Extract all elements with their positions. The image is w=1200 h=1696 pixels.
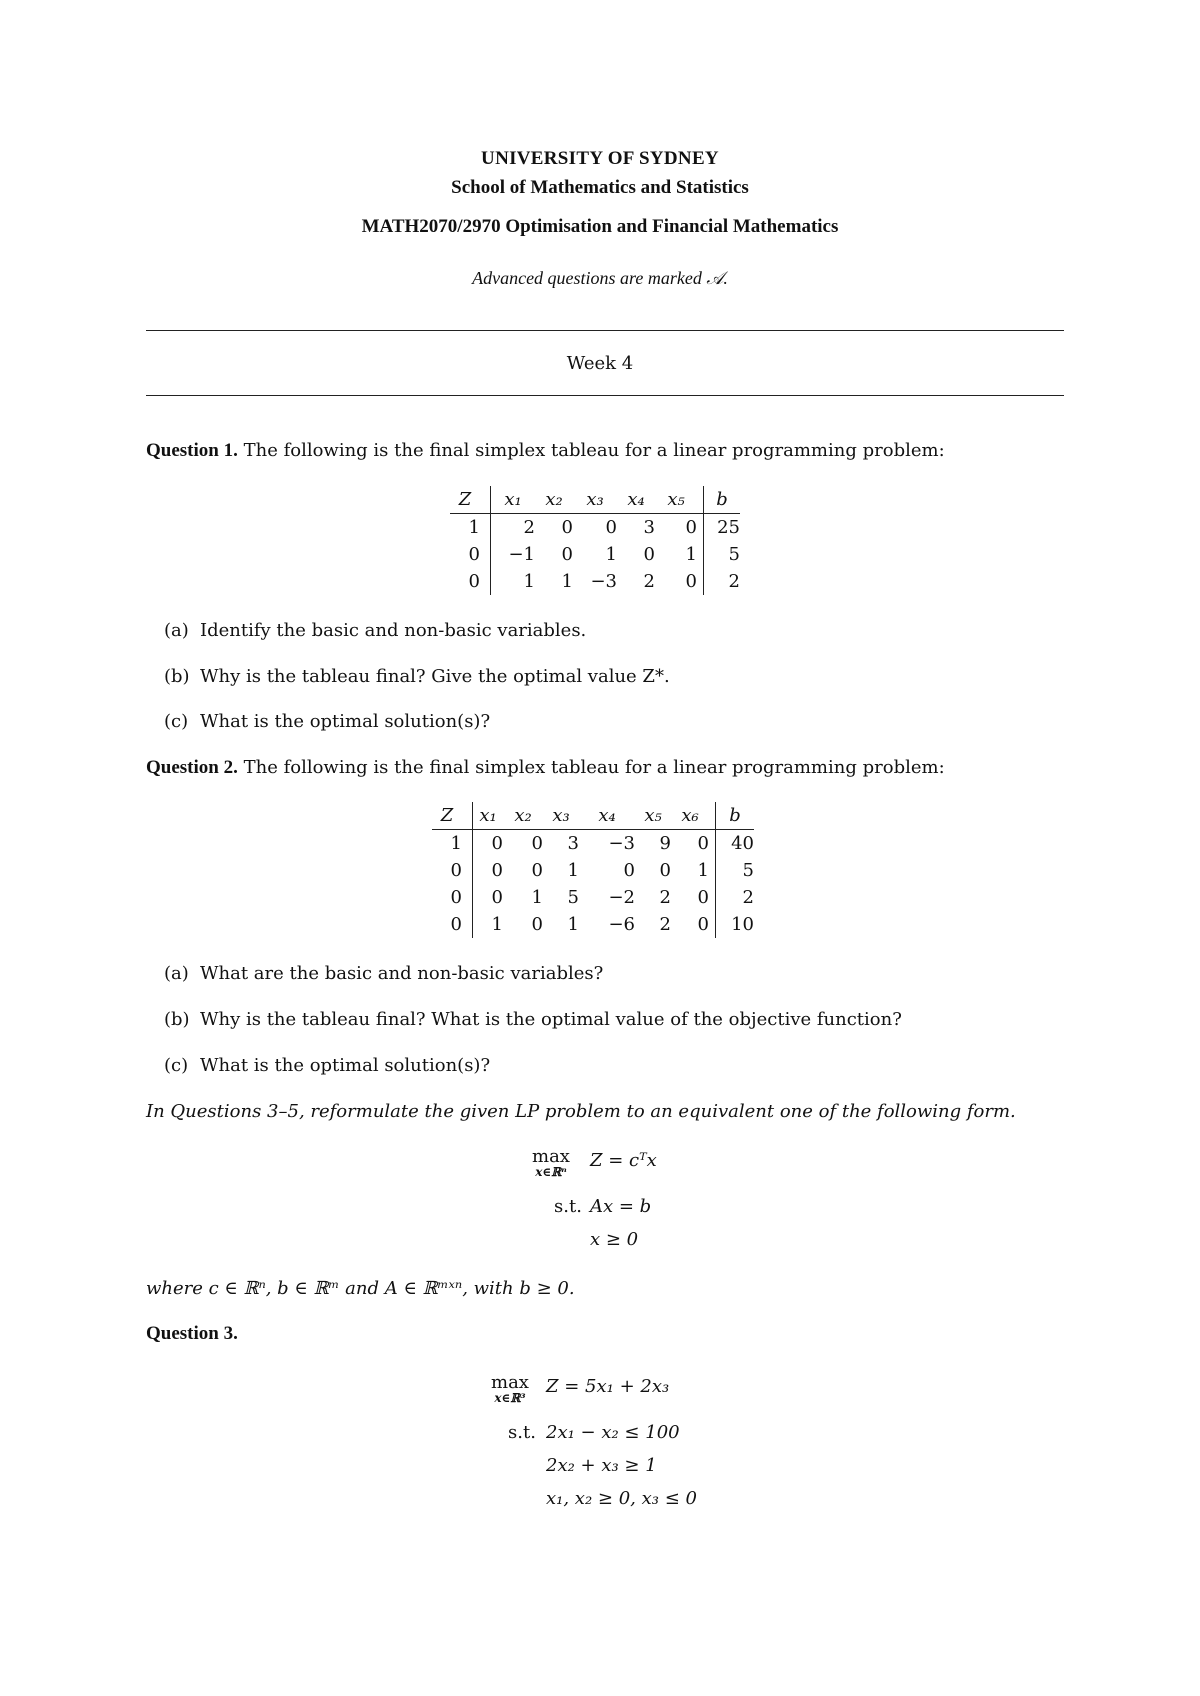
cell: 2 (659, 914, 671, 935)
bottom-rule (146, 395, 1064, 396)
t2-h: x₆ (671, 802, 716, 830)
cell: 1 (671, 857, 716, 884)
max-operator (532, 1148, 570, 1178)
top-rule (146, 330, 1064, 331)
week-title: Week 4 (566, 353, 634, 374)
cell: 3 (643, 517, 655, 538)
simplex-tableau-1 (450, 486, 740, 595)
q1-part-c (164, 711, 490, 732)
part-text: Why is the tableau final? Give the optimal value Z*. (200, 666, 670, 687)
cell: −2 (608, 887, 635, 908)
part-text: What are the basic and non-basic variables? (200, 963, 604, 984)
cell: −3 (590, 571, 617, 592)
university-heading: UNIVERSITY OF SYDNEY (481, 148, 719, 169)
cell: 0 (491, 860, 503, 881)
t1-h: x₅ (655, 486, 704, 514)
cell: 1 (491, 914, 503, 935)
cell: 1 (531, 887, 543, 908)
cell: 0 (432, 911, 473, 938)
q3-objective: Z = 5x₁ + 2x₃ (546, 1376, 670, 1397)
cell: 0 (643, 544, 655, 565)
where-clause: where c ∈ ℝⁿ, b ∈ ℝᵐ and A ∈ ℝᵐˣⁿ, with b ≥ 0. (146, 1278, 575, 1299)
q2-part-c (164, 1055, 490, 1076)
reformulate-intro: In Questions 3–5, reformulate the given LP problem to an equivalent one of the following form. (146, 1101, 1016, 1122)
max-text: max (532, 1146, 570, 1167)
cell: 1 (605, 544, 617, 565)
part-label: (a) (164, 963, 189, 984)
cell: 2 (742, 887, 754, 908)
cell: 0 (491, 833, 503, 854)
cell: 5 (742, 860, 754, 881)
cell: 1 (450, 514, 491, 542)
cell: 0 (605, 517, 617, 538)
simplex-tableau-2 (432, 802, 754, 938)
question-1 (146, 440, 945, 462)
t1-h: Z (450, 486, 491, 514)
cell: 0 (655, 514, 704, 542)
cell: 0 (491, 887, 503, 908)
cell: 2 (659, 887, 671, 908)
table-row (450, 514, 740, 542)
objective: Z = cᵀx (590, 1150, 657, 1171)
cell: −1 (508, 544, 535, 565)
part-label: (b) (164, 666, 190, 687)
cell: 1 (523, 571, 535, 592)
t2-h: Z (432, 802, 473, 830)
part-text: What is the optimal solution(s)? (200, 711, 491, 732)
course-heading: MATH2070/2970 Optimisation and Financial Mathematics (361, 216, 839, 237)
t2-h: x₄ (579, 802, 635, 830)
q3-constraint-2: 2x₂ + x₃ ≥ 1 (546, 1455, 657, 1476)
table-row (432, 830, 754, 858)
cell: 0 (655, 568, 704, 595)
table-row (432, 857, 754, 884)
cell: 25 (717, 517, 740, 538)
advanced-note: Advanced questions are marked 𝒜. (472, 268, 728, 288)
cell: 0 (531, 860, 543, 881)
cell: 0 (671, 884, 716, 911)
standard-form-lp (0, 1148, 1200, 1258)
q3-lp (0, 1374, 1200, 1514)
constraint-1: Ax = b (590, 1196, 652, 1217)
t1-h: x₁ (491, 486, 536, 514)
part-label: (c) (164, 1055, 189, 1076)
question-1-label: Question 1. (146, 440, 238, 461)
cell: 3 (567, 833, 579, 854)
cell: 1 (432, 830, 473, 858)
cell: 0 (623, 860, 635, 881)
question-2-label: Question 2. (146, 757, 238, 778)
q2-part-b (164, 1009, 902, 1030)
st-label: s.t. (508, 1422, 536, 1443)
cell: 0 (531, 914, 543, 935)
part-label: (a) (164, 620, 189, 641)
max-text: max (491, 1372, 529, 1393)
cell: 2 (643, 571, 655, 592)
q1-part-b (164, 666, 670, 687)
part-label: (c) (164, 711, 189, 732)
part-text: Why is the tableau final? What is the optimal value of the objective function? (200, 1009, 902, 1030)
cell: 2 (523, 517, 535, 538)
table-row (432, 911, 754, 938)
t2-h: x₁ (473, 802, 504, 830)
question-2-text: The following is the final simplex tableau for a linear programming problem: (243, 757, 945, 778)
cell: −3 (608, 833, 635, 854)
cell: 2 (728, 571, 740, 592)
t1-h: x₃ (573, 486, 617, 514)
q3-constraint-1: 2x₁ − x₂ ≤ 100 (546, 1422, 680, 1443)
cell: 1 (567, 860, 579, 881)
cell: 10 (731, 914, 754, 935)
table-row (432, 884, 754, 911)
cell: 0 (659, 860, 671, 881)
part-text: What is the optimal solution(s)? (200, 1055, 491, 1076)
cell: 1 (567, 914, 579, 935)
table-row (450, 541, 740, 568)
school-heading: School of Mathematics and Statistics (451, 177, 749, 198)
t2-h: b (716, 802, 755, 830)
st-label: s.t. (554, 1196, 582, 1217)
cell: 0 (432, 884, 473, 911)
cell: 0 (671, 830, 716, 858)
cell: 0 (450, 541, 491, 568)
table-row (450, 568, 740, 595)
question-3-label: Question 3. (146, 1323, 238, 1344)
q3-constraint-3: x₁, x₂ ≥ 0, x₃ ≤ 0 (546, 1488, 697, 1509)
t2-h: x₂ (503, 802, 543, 830)
cell: 5 (728, 544, 740, 565)
cell: 0 (671, 911, 716, 938)
t1-h: b (704, 486, 741, 514)
q1-part-a (164, 620, 586, 641)
q2-part-a (164, 963, 603, 984)
t2-h: x₅ (635, 802, 671, 830)
cell: 1 (655, 541, 704, 568)
cell: 40 (731, 833, 754, 854)
cell: 1 (561, 571, 573, 592)
t1-h: x₂ (535, 486, 573, 514)
question-3 (146, 1323, 238, 1345)
cell: 5 (567, 887, 579, 908)
cell: 0 (432, 857, 473, 884)
cell: 0 (450, 568, 491, 595)
cell: 9 (659, 833, 671, 854)
cell: 0 (561, 517, 573, 538)
cell: 0 (531, 833, 543, 854)
t2-h: x₃ (543, 802, 579, 830)
cell: −6 (608, 914, 635, 935)
t1-h: x₄ (617, 486, 655, 514)
question-2 (146, 757, 945, 779)
constraint-2: x ≥ 0 (590, 1229, 639, 1250)
max-subscript: x∈ℝ³ (494, 1391, 526, 1405)
max-subscript: x∈ℝⁿ (535, 1165, 567, 1179)
part-label: (b) (164, 1009, 190, 1030)
max-operator (491, 1374, 529, 1404)
question-1-text: The following is the final simplex tableau for a linear programming problem: (243, 440, 945, 461)
cell: 0 (561, 544, 573, 565)
part-text: Identify the basic and non-basic variables. (200, 620, 587, 641)
